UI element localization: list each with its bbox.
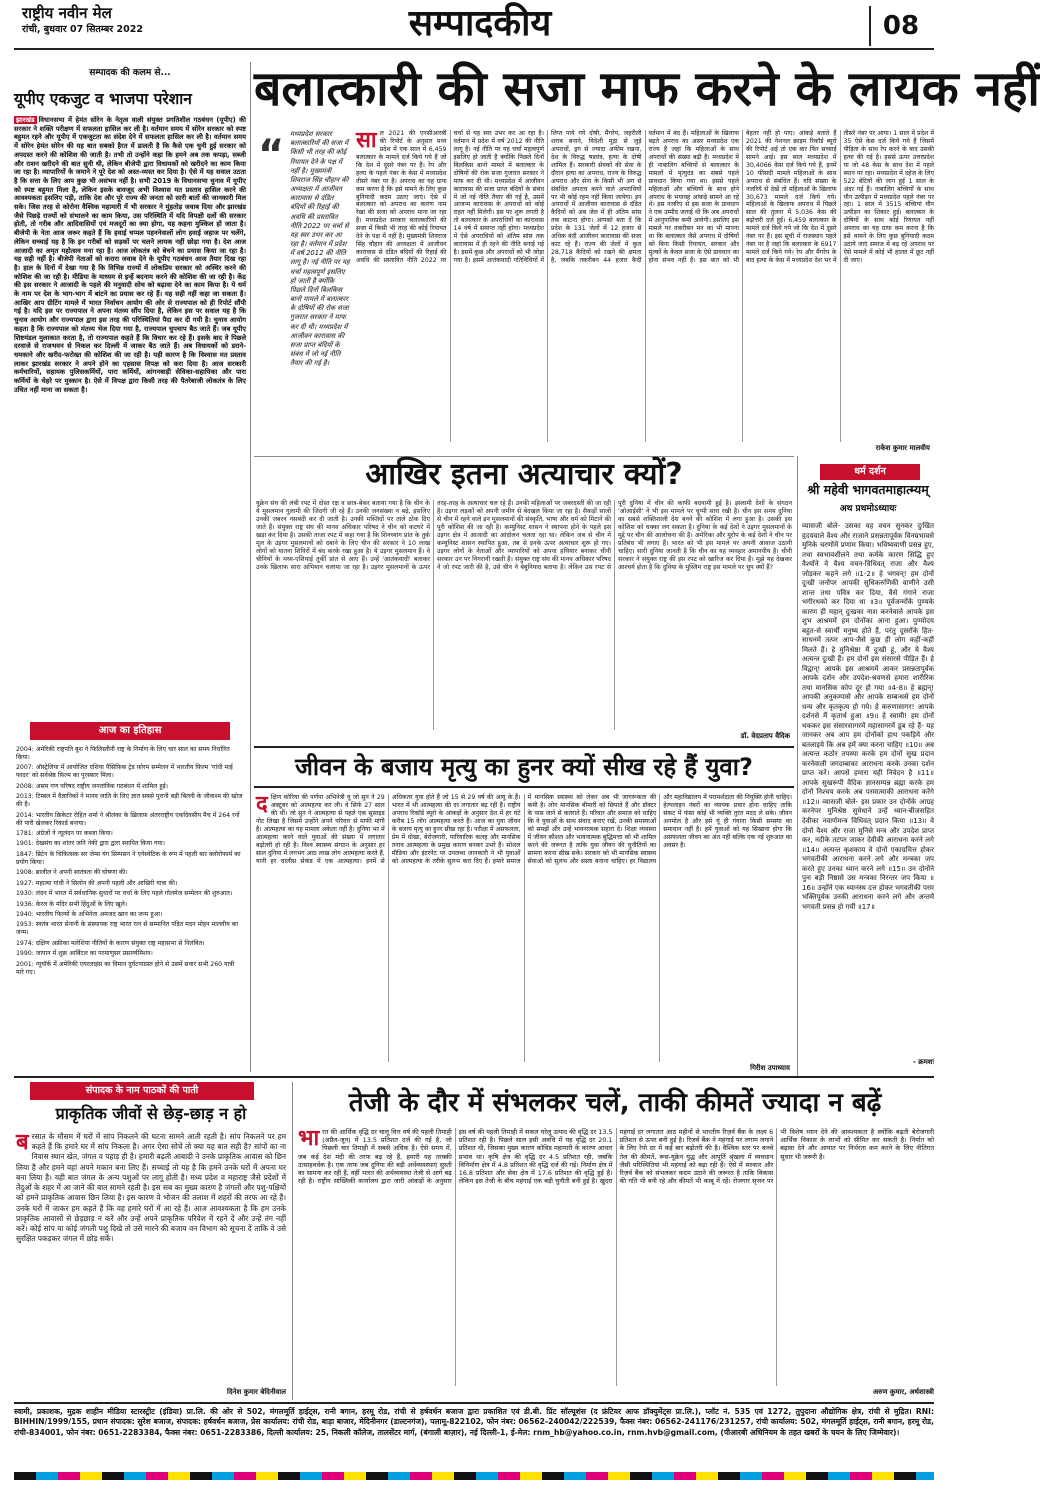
page-number: 08 bbox=[882, 11, 920, 41]
left-column-divider bbox=[250, 62, 251, 1072]
article3-headline: जीवन के बजाय मृत्यु का हुनर क्यों सीख रहे हैं युवा? bbox=[295, 753, 753, 781]
lead-body bbox=[356, 130, 934, 442]
lead-pullquote: मध्यप्रदेश सरकार बलात्कारियों की सजा में किसी भी तरह की कोई रियायत देने के पक्ष में नहीं है। मुख्यमंत्री शिवराज सिंह चौहान की अध्यक्षता में आजीवन कारावास से दंडित बंदियों की रिहाई की अवधि की प्रस्तावित नीति 2022 पर चर्चा से यह स्वर उभर कर आ रहा है। वर्तमान में प्रदेश में वर्ष 2012 की नीति लागू है। नई नीति पर यह चर्चा महत्वपूर्ण इसलिए हो जाती है क्योंकि पिछले दिनों बिलकिस बानो मामले में बलात्कार के दोषियों की रोक सजा गुजरात सरकार ने माफ कर दी थी। मध्यप्रदेश में आजीवन कारावास की सजा प्राप्त बंदियों के संबंध में जो नई नीति तैयार की गई है। bbox=[290, 130, 350, 368]
editor-pen: सम्पादक की कलम से... bbox=[89, 68, 171, 78]
article4-dropcap: भा bbox=[298, 1126, 320, 1151]
lead-dropcap: सा bbox=[356, 128, 377, 153]
masthead bbox=[0, 0, 945, 62]
article2-text: यूक्रेन संघ की लंबी रपट में दोस्त रक्ष व छात्र-बेकर बताया गया है कि चीन के ये मुसलमान गुलामी की जिंदगी जी रहे हैं। उनकी जनसंख्या न बढ़े, इसलिए उनकी जबरन नसबंदी कर दी जाती है। उनकी मस्जिदों पर ताले ठोक दिए जाते हैं। संयुक्त राष्ट्र संघ की मानव अधिकार परिषद ने चीन को कटघरे में खड़ा कर दिया है। उसकी ताजा रपट में कहा गया है कि शिनच्यांग प्रांत के तुर्क मूल के उइगर मुसलमानों को दबाने के लिए चीन की सरकार ने 10 लाख लोगों को यातना शिविरों में बंद करके रखा हुआ है। ये उइगर मुसलमान हैं। वे चीनियों के मध्य-एशियाई तुर्की प्रांत से आए हैं। उन्हें 'आतंकवादी' बताकर उनके खिलाफ सारा अभियान चलाया जा रहा है। उइगर मुसलमानों के ऊपर तरह-तरह के अत्याचार चल रहे हैं। उनकी महिलाओं पर जबरदस्ती की जा रही है। उइगर लड़कों को अपनी जमीन से बेदखल किया जा रहा है। सैकड़ों सालों से चीन में रहने वाले इन मुसलमानों की संस्कृति, भाषा और धर्म को मिटाने की पूरी कोशिश की जा रही है। कम्युनिस्ट शासन ने स्थापना होने के पहले इस उइगर क्षेत्र में आजादी का आंदोलन चलता रहा था। लेकिन जब से चीन में कम्युनिस्ट शासन स्थापित हुआ, तब से इनके ऊपर अत्याचार शुरू हो गए। उइगर लोगों के नेताओं और व्यापारियों को अपना हथियार बनाकर चीनी सरकार उन पर निगरानी रखती है। संयुक्त राष्ट्र संघ की मानव अधिकार परिषद ने जो रपट जारी की है, उसे चीन ने बेबुनियाद बताया है। लेकिन उस रपट से पूरी दुनिया में चीन की काफी बदनामी हुई है। इस्लामी देशों के संगठन 'ओआईसी' ने भी इस मामले पर चुप्पी साध रखी है। चीन इस समय दुनिया का सबसे शक्तिशाली देश बनने की कोशिश में लगा हुआ है। उसकी इस कोशिश को धक्का लग सकता है। दुनिया के कई देशों ने उइगर मुसलमानों के मुद्दे पर चीन की आलोचना की है। अमेरिका और यूरोप के कई देशों ने चीन पर प्रतिबंध भी लगाए हैं। भारत को भी इस मामले पर अपनी आवाज उठानी चाहिए। सारी दुनिया जानती है कि चीन का यह व्यवहार अमानवीय है। चीनी सरकार ने संयुक्त राष्ट्र की इस रपट को खारिज कर दिया है। मुझे यह देखकर आश्चर्य होता है कि दुनिया के मुस्लिम राष्ट्र इस मामले पर चुप क्यों हैं? bbox=[256, 500, 792, 572]
history-item: 1847: ब्रिटेन के चिकित्सक सर जेम्स यंग सिम्पसन ने एनेस्थेटिक के रूप में पहली बार क्लोरोफार्म का प्रयोग किया। bbox=[16, 850, 241, 866]
dharm-section-tag bbox=[820, 464, 920, 480]
editorial-tag: झारखंड bbox=[16, 116, 35, 124]
history-list bbox=[16, 746, 244, 1062]
dharm-section-label: धर्म दर्शन bbox=[854, 466, 886, 477]
history-title: आज का इतिहास bbox=[30, 722, 230, 740]
history-item: 1901: देखसंघ का शांतर जनि नेकी द्वारा द्वारा स्थापित किया गया। bbox=[16, 840, 165, 848]
footer-rule bbox=[14, 1402, 934, 1404]
page-number-box bbox=[869, 6, 931, 46]
lead-headline: बलात्कारी की सजा माफ करने के लायक नहीं bbox=[254, 61, 1040, 117]
history-item: 2008: असम गण परिषद राष्ट्रीय जनतांत्रिक गठबंधन में शामिल हुई। bbox=[16, 782, 168, 790]
letters-section: संपादक के नाम पाठकों की पाती bbox=[30, 1082, 254, 1100]
article4-headline: तेजी के दौर में संभलकर चलें, ताकी कीमतें ज्यादा न बढ़ें bbox=[348, 1088, 882, 1118]
history-item: 1990: जापान में शुक्र आर्बिटल का परमाणुसर प्रसार्य्यमिशन। bbox=[16, 950, 153, 958]
masthead-rule bbox=[14, 48, 934, 50]
article3-byline-text: गिरीश उपाध्याय bbox=[750, 1064, 790, 1072]
article3-headline-box bbox=[254, 746, 794, 788]
footer-imprint: स्वामी, प्रकाशक, मुद्रक शाहीन मीडिया स्टारस्ट्रीट (इंडिया) प्रा.लि. की ओर से 502, मंगलमूर्ति हाईट्स, रानी बगान, हरमू रोड, रांची से हर्षवर्धन बजाज द्वारा प्रकाशित एवं डी.बी. प्रिंट सॉल्यूशंस (द फ्रंटियर आफ डॉक्युमेंट्स प्रा.लि.), प्लॉट नं. 535 एवं 1272, तुपुदाना औद्योगिक क्षेत्र, रांची से मुद्रित। RNI: BIHHIN/1999/155, प्रधान संपादक: सुरेश बजाज, संपादक: हर्षवर्धन बजाज, प्रेस कार्यालय: रांची रोड, बाड़ा बाजार, मेदिनीनगर (डाल्टनगंज), पलामू-822102, फोन नंबर: 06562-240042/222539, फैक्स नंबर: 06562-241176/231257, रांची कार्यालय: 502, मंगलमूर्ति हाईट्स, रानी बगान, हरमू रोड, रांची-834001, फोन नंबर: 0651-2283384, फैक्स नंबर: 0651-2283386, दिल्ली कार्यालय: 25, निकली कॉलेज, तालसेंटर मार्ग, (बंगाली बाज़ार), नई दिल्ली-1, ई-मेल: rnm_hb@yahoo.co.in, rnm.hvb@gmail.com, (पीआरबी अधिनियम के तहत खबरों के चयन के लिए जिम्मेवार)। bbox=[14, 1407, 934, 1437]
right-column-divider bbox=[797, 456, 798, 1076]
article2-headline: आखिर इतना अत्याचार क्यों? bbox=[365, 457, 683, 492]
lead-text: ल 2021 की एनसीआरबी की रिपोर्ट के अनुसार मध्य प्रदेश में एक साल में 6,459 बलात्कार के मामले दर्ज किये गये हैं जो कि देश में दूसरे नंबर पर हैं। रेप और हत्या के पहले नंबर के केस में मध्यप्रदेश तीसरे नंबर पर है। अपराध का यह ग्राफ कम करना है कि इसे मामने के लिए कुछ बुनियादी कदम उठाए जाएं। ऐसे में बलात्कार को अपराध का कारण नाम रेखा की सजा को अपराध माना जा रहा है। मध्यप्रदेश सरकार बलात्कारियों की सजा में किसी भी तरह की कोई रियायत देने के पक्ष में नहीं है। मुख्यमंत्री शिवराज सिंह चौहान की अध्यक्षता में आजीवन कारावास से दंडित बंदियों की रिहाई की अवधि की प्रस्तावित नीति 2022 पर चर्चा से यह स्वर उभर कर आ रहा है। वर्तमान में प्रदेश में वर्ष 2012 की नीति लागू है। नई नीति पर यह चर्चा महत्वपूर्ण इसलिए हो जाती है क्योंकि पिछले दिनों बिलकिस बानो मामले में बलात्कार के दोषियों की रोक सजा गुजरात सरकार ने माफ कर दी थी। मध्यप्रदेश में आजीवन कारावास की सजा प्राप्त बंदियों के संबंध में जो नई नीति तैयार की गई है, उसमें आजन्म कारावास के अपराधों को कोई राहत नहीं मिलेगी। इस पर शुरू लगती है तो बलात्कार के अपराधियों का कारावास 14 वर्ष में समाप्त नहीं होगा। मध्यप्रदेश में ऐसे अपराधियों को अंतिम सांस तक कारावास में ही रहने की नीति बनाई गई है। इसमें कुछ और अपराधों को भी जोड़ा गया है। इसमें आतंकवादी गतिविधियों में लिप्त पाये गये दोषी, मैंगरेप, जहरीली शराब बनाने, विदेशी मुद्रा से जुड़े अपराधों, ड्रग से ज्यादा अफीम रखना, देश के विरुद्ध षडयंत्र, हत्या के दोषी शामिल हैं। सरकारी सेवकों की सेवा के दौरान हत्या का अपराध, राज्य के विरुद्ध अपराध और सेना के किसी भी अंग से संबंधित अपराध करने वाले अपराधियों पर भी कोई रहम नहीं किया जायेगा। इन अपराधों में आजीवन कारावास से दंडित कैदियों को अब जेल में ही अंतिम सांस तक काटना होगा। आपको बता दें कि प्रदेश के 131 जेलों में 12 हजार से अधिक बंदी आजीवन कारावास की सजा काट रहे हैं। राज्य की जेलों में कुल 28,718 कैदियों को रखने की क्षमता है, जबकि तकरीबन 44 हजार कैदी वर्तमान में बंद हैं। महिलाओं के खिलाफ बढ़ते अपराध का असर मध्यप्रदेश एक राज्य है जहां कि महिलाओं के साथ अपराधों की संख्या बढ़ी है। मध्यप्रदेश में ही नाबालिग बच्चियों से बलात्कार के मामलों में मृत्युदंड का सबसे पहले प्रावधान किया गया था। इससे पहले महिलाओं और बच्चियों के साथ होने अपराध के भयावह आंकड़े सामने आ रहे थे। इस नजरिए से इस सजा के प्रावधान ने एक उम्मीद जताई थी कि अब अपराधों में आनुपातिक कमी आयेगी। इसलिए इस मामले पर तकरीबन मन का भी मानना था कि बलात्कार जैसे अपराध में दोषियों को बिना किसी रियायत, सरकार और मुल्कों के केवल सजा के ऐसे प्रावधान का होना संभव नहीं है। इस बात को भी बेहतर नहीं हो पाए। आंकड़े बताते हैं 2021 की नेशनल क्राइम रिकॉर्ड ब्यूरो की रिपोर्ट अई तो एक बार फिर सच्चाई सामने आई। इस साल मध्यप्रदेश में 30,4066 केस दर्ज किये गये हैं, इनमें 10 फीसदी मामले महिलाओं के साथ अपराध से संबंधित हैं। यदि संख्या के नजरिये से देखें तो महिलाओं के खिलाफ 30,673 मामले दर्ज किये गये। महिलाओं के खिलाफ अपराध में पिछले साल की तुलना में 5,036 केस की बढ़ोत्तरी दर्ज हुई। 6,459 बलात्कार के मामले दर्ज किये गये जो कि देश में दूसरे नंबर पर हैं। इस सूची में राजस्थान पहले नंबर पर है जहां कि बलात्कार के 6917 मामले दर्ज किये गये। रेप और मैंगरेप के बाद हत्या के केस में मध्यप्रदेश देश भर में तीसरे नंबर पर आया। 1 साल में प्रदेश में 35 ऐसे केस दर्ज किये गये हैं जिसमें पीड़िता के साथ रेप करने के बाद उसकी हत्या की गई है। इससे ऊपर उत्तरप्रदेश या जो 48 केस के साथ देश में पहले स्थान पर रहा। मध्यप्रदेश में दहेज के लिए 522 बेटियों की जान हुई 1 साल के अंदर गई हैं। नाबालिग बच्चियों के साथ यौन उत्पीड़न में मध्यप्रदेश पहले नंबर पर रहा। 1 साल में 3515 बच्चियां यौन उत्पीड़न का शिकार हुई। बलात्कार के दोषियों के साथ कोई रियायत नहीं अपराध का यह ग्राफ कम करना है कि इसे थामने के लिए कुछ बुनियादी कदम उठाये जाएं समाज में बढ़ रहे अपराध पर ऐसे मामले में कोई भी हालत में छूट नहीं दी जाए। bbox=[356, 130, 934, 264]
article3-body bbox=[256, 794, 792, 1062]
dateline: रांची, बुधवार 07 सितम्बर 2022 bbox=[22, 24, 143, 35]
article2-body bbox=[256, 500, 792, 730]
editorial-title: यूपीए एकजुट व भाजपा परेशान bbox=[14, 90, 192, 108]
dharm-subtitle: अथ प्रथमोऽध्यायः bbox=[839, 504, 897, 514]
article4-text: रत की आर्थिक वृद्धि दर चालू वित्त वर्ष की पहली तिमाही (अप्रैल-जून) में 13.5 प्रतिशत दर्ज की गई है, जो पिछली चार तिमाही में सबसे अधिक है। ऐसे समय में, जब कई देश मंदी की तरफ बढ़ रहे हैं, हमारी यह तरक्की उत्साहवर्धक है। एक तरफ जब दुनिया की बड़ी अर्थव्यवस्थाएं सुस्ती का सामना कर रही हैं, वहीं भारत की अर्थव्यवस्था तेजी से आगे बढ़ रही है। राष्ट्रीय सांख्यिकी कार्यालय द्वारा जारी आंकड़ों के अनुसार इस वर्ष की पहली तिमाही में सकल घरेलू उत्पाद की वृद्धि दर 13.5 प्रतिशत रही है। पिछले साल इसी अवधि में यह वृद्धि दर 20.1 प्रतिशत थी, जिसका मुख्य कारण कोविड महामारी के कारण आधार प्रभाव था। कृषि क्षेत्र की वृद्धि दर 4.5 प्रतिशत रही, जबकि विनिर्माण क्षेत्र में 4.8 प्रतिशत की वृद्धि दर्ज की गई। निर्माण क्षेत्र में 16.8 प्रतिशत और सेवा क्षेत्र में 17.6 प्रतिशत की वृद्धि हुई है। लेकिन इस तेजी के बीच महंगाई एक बड़ी चुनौती बनी हुई है। खुदरा महंगाई दर लगातार आठ महीनों से भारतीय रिज़र्व बैंक के लक्ष्य 6 प्रतिशत से ऊपर बनी हुई है। रिज़र्व बैंक ने महंगाई पर लगाम लगाने के लिए रेपो दर में कई बार बढ़ोतरी की है। वैश्विक स्तर पर कच्चे तेल की कीमतें, रूस-यूक्रेन युद्ध और आपूर्ति श्रृंखला में व्यवधान जैसी परिस्थितियां भी महंगाई को बढ़ा रही हैं। ऐसे में सरकार और रिज़र्व बैंक को संभलकर कदम उठाने की जरूरत है ताकि विकास की गति भी बनी रहे और कीमतें भी काबू में रहें। रोजगार सृजन पर भी विशेष ध्यान देने की आवश्यकता है क्योंकि बढ़ती बेरोजगारी आर्थिक विकास के लाभों को सीमित कर सकती है। निर्यात को बढ़ावा देने और आयात पर निर्भरता कम करने के लिए नीतिगत सुधार भी जरूरी हैं। bbox=[298, 1128, 934, 1186]
history-item: 1974: दक्षिण अफ्रीका मलेशिया नीतियों के कारण संयुक्त राष्ट्र महासभा से निलंबित। bbox=[16, 939, 205, 947]
history-item: 1940: भारतीय फिल्मों के अभिनेता अमजद खान का जन्म हुआ। bbox=[16, 910, 163, 918]
paper-name: राष्ट्रीय नवीन मेल bbox=[22, 4, 112, 22]
article2-byline bbox=[620, 732, 790, 744]
section-title: सम्पादकीय bbox=[408, 2, 552, 44]
letters-divider bbox=[292, 1082, 293, 1400]
article3-byline bbox=[620, 1064, 790, 1076]
article4-byline-text: अरुण कुमार, अर्थशास्त्री bbox=[872, 1388, 934, 1396]
lead-byline bbox=[780, 444, 930, 456]
editorial-body bbox=[14, 116, 246, 716]
history-item: 2007: ऑस्ट्रेलिया में आयोजित एशिया पैसिफ़िक ट्रेड फ़ोरम सम्मेलन में भारतीय फ़िल्म 'गांधी माई फादर' को सर्वश्रेष्ठ फ़िल्म का पुरस्कार मिला। bbox=[16, 764, 233, 780]
lead-pullquote-mark: “ bbox=[258, 132, 285, 178]
letters-text: रसात के मौसम में घरों में सांप निकलने की घटना सामने आती रहती है। सांप निकलने पर हम कहते हैं कि हमारे घर में सांप निकला है। अगर ऐसा सोचें तो क्या यह बात सही है? सांपों का ना निवास स्थान खेत, जंगल व पहाड़ ही है। हमारी बढ़ती आबादी ने उनके प्राकृतिक आवास को छिन लिया है और हमने वहां अपने मकान बना लिए हैं। सच्चाई तो यह है कि हमने उनके घरों में अपना घर बना लिया है। यही बात जंगल के अन्य पशुओं पर लागू होती है। मध्य प्रदेश व महाराष्ट्र जैसे प्रदेशों में तेंदुओं के शहर में आ जाने की बात सामने रहती है। इस सब का मुख्य कारण है जंगलों और पशु-पक्षियों को हमने प्राकृतिक आवास छिन लिया है। इस कारण वे भोजन की तलाश में शहरों की तरफ आ रहे हैं। उनके घरों में जाकर हम कहते हैं कि वह हमारे घरों में आ रहे हैं। आज आवश्यकता है कि हम उनके प्राकृतिक आवासों से छेड़छाड़ न करें और उन्हें अपने प्राकृतिक परिवेश में रहने दें और उन्हें तंग नहीं करें। कोई सांप या कोई जंगली पशु दिखे तो उसे मारने की बजाय वन विभाग को सूचना दें ताकि वे उसे सुरक्षित पकड़कर जंगल में छोड़ सकें। bbox=[16, 1132, 286, 1244]
history-item: 1908: ब्राजील ने अपनी स्वतंत्रता की घोषणा की। bbox=[16, 869, 128, 877]
dharm-continued: - क्रमशः bbox=[912, 1058, 934, 1066]
history-item: 1936: केरल के मंदिर सभी हिंदुओं के लिए खुले। bbox=[16, 900, 128, 908]
article2-byline-text: डॉ. वेदप्रताप वैदिक bbox=[740, 732, 790, 740]
history-item: 2014: भारतीय क्रिकेटर रोहित शर्मा ने श्रीलंका के ख़िलाफ़ अंतरराष्ट्रीय एकदिवसीय मैच में 264 रनों की पारी खेलकर रिकार्ड बनाया। bbox=[16, 811, 240, 827]
article4-body bbox=[298, 1128, 934, 1386]
history-item: 2001: न्यूयॉर्क में अमेरिकी एयरलाइंस का विमान दुर्घटनाग्रस्त होने से उसमें सवार सभी 260 यात्री मारे गए। bbox=[16, 960, 235, 976]
lead-byline-text: राकेश कुमार मालवीय bbox=[875, 444, 930, 452]
article3-dropcap: द bbox=[256, 792, 268, 817]
letters-byline-text: दिनेश कुमार बेदिनीवाल bbox=[227, 1388, 286, 1396]
dharm-title: श्री महेवी भागवतमाहात्म्यम् bbox=[807, 482, 929, 497]
letters-byline bbox=[100, 1388, 286, 1400]
article4-byline bbox=[740, 1388, 934, 1400]
history-item: 2004: अमेरिकी राष्ट्रपति बुश ने फिलिस्तीनी राष्ट्र के निर्माण के लिए चार साल का समय निर्धारित किया। bbox=[16, 746, 230, 761]
dharm-body: व्यासजी बोले- उसका यह वचन सुनकर दुःखित हृदयवाले वैश्य और राजाने प्रसन्नतापूर्वक विनम्रभावसे मुनिके चरणोंमें प्रणाम किया। भविष्यवाणी प्रसन्न हुए, तथा स्वभावशीलने तथा कर्मके कारण सिद्धि हुए वैश्योंने वे वैश्य वचन-विधिवत् राजा और वैश्य जोड़कर कहने लगे ॥1-2॥ हे भगवन्! हम दोनों दुःखी जनोंपर आपकी सुधिकरुणिकी वाणीने उसी शान्त तथा पवित्र कर दिया, वैसे गंगाने राजा भगीरथको कर दिया था ॥3॥ पूर्वजन्मोंके पुण्यके कारण ही महान् दुःखका नाश करनेवाले आपके इस शुभ आश्रममें हम दोनोंका आना हुआ। पुण्योदय बहुत-से स्वार्थी मनुष्य होते हैं, परंतु दूसरोंके हित-साधनमें तत्पर आप-जैसे कुछ ही लोग कहीं-कहीं मिलते हैं। हे मुनिश्रेष्ठ! मैं दुःखी हूं, और ये वैश्य अत्यन्त दुःखी हैं। हम दोनों इस संसारसे पीड़ित हैं। हे विद्वान्! आपके इस आश्रममें आकर प्रसन्नतापूर्वक आपके दर्शन और उपदेश-श्रवणसे हमारा शारीरिक तथा मानसिक कोप दूर हो गया ॥4-8॥ हे ब्रह्मन्! आपकी अनुकम्पासे और आपके सम्बन्धसे हम दोनों धन्य और कृतकृत्य हो गये। हे करुणासागर! आपके दर्शनसे मैं कृतार्थ हुआ ॥9॥ हे स्वामी! हम दोनों थककर इस संसारसागरमें महासागरमें डूब रहे हैं- यह जानकर अब आप हम दोनोंको हाथ पकड़िये और बतलाइये कि अब हमें क्या करना चाहिए ॥10॥ अब अत्यन्त कठोर तपस्या करके हम दोनों सुख प्रदान करनेवाली जगदम्बाका आराधना करके उनका दर्शन प्राप्त करें। आपसे हमारा यही निवेदन है ॥11॥ आपके सुखरूपी वैदिक ज्ञानसम्पन्न ब्रह्मा करके हम दोनों निश्चय करके अब परमात्माकी आराधना करेंगे ॥12॥ व्यासजी बोले- इस प्रकार उन दोनोंके आग्रह करनेपर मुनिश्रेष्ठ सुमेधाने उन्हें ध्यान-बीजसहित देवीका नवार्णमन्त्र विधिवत् प्रदान किया ॥13॥ वे दोनों वैश्य और राजा मुनिसे मन्त्र और उपदेश प्राप्त कर, नदीके तटपर जाकर देवीकी आराधना करने लगे ॥14॥ अत्यन्त कृशकाय वे दोनों एकाग्रचित्त होकर भगवतीकी आराधना करने लगे और मन्त्रका जप करते हुए उनका ध्यान करने लगे ॥15॥ उन दोनोंने पुनः बड़ी निष्ठासे उस मन्त्रका निरन्तर जप किया ॥16॥ उन्होंने एक ध्यानस्थ दत्त होकर भगवतीकी परम भक्तिपूर्वक उनकी आराधना करने लगे और अन्तमें भगवती प्रसन्न हो गयीं ॥17॥ bbox=[802, 522, 934, 911]
history-item: 1927: महात्मा गांधी ने सिलोन की अपनी पहली और आखिरी यात्रा की। bbox=[16, 879, 178, 887]
letters-body bbox=[16, 1132, 286, 1384]
editorial-text: विधानसभा में हेमंत सोरेन के नेतृत्व वाली संयुक्त प्रगतिशील गठबंधन (यूपीए) की सरकार ने शक्ति परीक्षण में सफलता हासिल कर ली है। वर्तमान समय में सोरेन सरकार को स्पष्ट बहुमत रहने और यूपीए में एकजुटता का संदेश देने में सफलता हासिल कर ली है। वर्तमान समय में सोरेन हेमंत सोरेन की यह बात सबको हैरत में डालती है कि कैसे एक चुनी हुई सरकार को अपदस्त करने की कोशिश की जाती है। तभी तो उन्होंने कहा कि हमने अब तक कपड़ा, सब्जी और राशन खरीदने की बात सुनी थी, लेकिन बीजेपी द्वारा विधायकों को खरीदने का काम किया जा रहा है। व्यापारियों के जमाने ने पूरे देश को अस्त-व्यस्त कर दिया है। ऐसे में यह सवाल उठता है कि सत्ता के लिए आप कुछ भी असंभव नहीं है। सभी 2019 के विधानसभा चुनाव में यूपीए को स्पष्ट बहुमत मिला है, लेकिन इसके बावजूद अभी विश्वास मत प्रस्ताव हासिल करने की आवश्यकता इसलिए पड़ी, ताकि देश और पूरे राज्य की जनता को सारी बातों की जानकारी मिल सके। जिस तरह से कोरोना वैश्विक महामारी में भी सरकार ने मुंहतोड़ जवाब दिया और झारखंड जैसे पिछड़े राज्यों को संभालने का काम किया, उस परिस्थिति में यदि विपक्षी दलों की सरकार होती, तो गरीब और आदिवासियों एवं मजदूरों का क्या होगा, यह कहना मुश्किल हो जाता है। बीजेपी के नेता आज जरूर कहते हैं कि हवाई चप्पल पहननेवालों लोग हवाई जहाज पर चलेंगे, लेकिन सच्चाई यह है कि इन गरीबों को सड़कों पर चलने लायक नहीं छोड़ा गया है। देश आज आजादी का अमृत महोत्सव मना रहा है। आज लोकतंत्र को बेचने का प्रयास किया जा रहा है। यह सही नहीं है। बीजेपी नेताओं को करारा जवाब देने के यूपीए गठबंधन आज तैयार दिख रहा है। हाल के दिनों में देखा गया है कि विभिन्न राज्यों में लोकप्रिय सरकार को अस्थिर करने की कोशिश की जा रही है। मीडिया के माध्यम से इन्हें बदनाम करने की कोशिश की जा रही है। केंद्र की इस सरकार ने आजादी के पहले की मनुवादी सोच को बढ़ावा देने का काम किया है। ये धर्म के नाम पर देश के भाग-भाग में बांटने का प्रयास कर रहे हैं। यह सही नहीं कहा जा सकता है। आखिर आप ग्रीटिंग मामले में भारत निर्वाचन आयोग की ओर से राज्यपाल को ही रिपोर्ट सौंपी गई है। यदि इस पर राज्यपाल ने अपना मंतव्य सौंप दिया है, लेकिन इस पर सवाल यह है कि चुनाव आयोग और राज्यपाल द्वारा इस तरह की परिस्थितियां पैदा कर दी गयी है। चुनाव आयोग कहता है कि राज्यपाल को मंतव्य भेज दिया गया है, राज्यपाल चुपचाप बैठ जाते हैं। जब यूपीए शिष्टमंडल मुलाकात करता है, तो राज्यपाल कहते हैं कि विचार कर रहे हैं। इसके बाद वे पिछले दरवाजे से राजभवन से निकल कर दिल्ली में जाकर बैठ जाते हैं। अब विधायकों को डराने-धमकाने और खरीद-फरोख्त की कोशिश की जा रही है। यही कारण है कि विश्वास मत प्रस्ताव लाकर झारखंड सरकार ने अपने होने का एहसास विपक्ष को करा दिया है। आज सरकारी कर्मचारियों, सहायक पुलिसकर्मियों, पारा कर्मियों, आंगनबाड़ी सेविका-सहायिका और पारा कर्मियों के चेहरे पर मुस्कान है। ऐसे में विपक्ष द्वारा किसी तरह की पैतरेबाजी लोकतंत्र के लिए उचित नहीं माना जा सकता है। bbox=[14, 116, 246, 394]
color-strip bbox=[14, 1472, 934, 1480]
history-item: 1930: लंदन में भारत में सर्वधानिक सुधारों पर चर्चा के लिए पहले गोलमेज सम्मेलन की शुरुआत। bbox=[16, 890, 233, 898]
history-item: 1781: अंग्रेजों ने न्यूलंदन पर कब्जा किया। bbox=[16, 829, 113, 837]
history-item: 1953: स्वतंत्र भारत सेनानी के संस्थापक राष्ट्र भारत रत्न से सम्मानित पंडित मदन मोहन मालवीय का जन्म। bbox=[16, 921, 239, 937]
article3-text: क्षिण कोरिया की पर्णपा अभिनेत्री यू जो सुन ने 29 अक्टूबर को आत्महत्या कर ली। वे सिर्फ 27 साल की थीं। जो सुन ने आत्महत्या से पहले एक सुसाइड नोट लिखा है जिसमें उन्होंने अपने परिवार से माफी मांगी है। आत्महत्या का यह मामला अकेला नहीं है। दुनिया भर में आत्महत्या करने वाले युवाओं की संख्या में लगातार बढ़ोतरी हो रही है। विश्व स्वास्थ्य संगठन के अनुसार हर साल दुनिया में लगभग आठ लाख लोग आत्महत्या करते हैं, यानी हर चालीस सेकंड में एक आत्महत्या। इनमें से अधिकतर युवा होते हैं जो 15 से 29 वर्ष की आयु के हैं। भारत में भी आत्महत्या की दर लगातार बढ़ रही है। राष्ट्रीय अपराध रिकॉर्ड ब्यूरो के आंकड़ों के अनुसार देश में हर घंटे करीब 15 लोग आत्महत्या करते हैं। आज का युवा जीवन के बजाय मृत्यु का हुनर सीख रहा है। परीक्षा में असफलता, प्रेम में धोखा, बेरोजगारी, पारिवारिक कलह और मानसिक तनाव आत्महत्या के प्रमुख कारण बनकर उभरे हैं। सोशल मीडिया और इंटरनेट पर उपलब्ध जानकारी ने भी युवाओं को आत्महत्या के तरीके सुलभ करा दिए हैं। हमारे समाज में मानसिक स्वास्थ्य को लेकर अब भी जागरूकता की कमी है। लोग मानसिक बीमारी को छिपाते हैं और डॉक्टर के पास जाने से कतराते हैं। परिवार और समाज को चाहिए कि वे युवाओं के साथ संवाद बनाए रखें, उनकी समस्याओं को समझें और उन्हें भावनात्मक सहारा दें। शिक्षा व्यवस्था में जीवन कौशल और भावनात्मक बुद्धिमत्ता को भी शामिल करने की जरूरत है ताकि युवा जीवन की चुनौतियों का सामना करना सीख सकें। सरकार को भी मानसिक स्वास्थ्य सेवाओं को सुलभ और सस्ता बनाना चाहिए। हर विद्यालय और महाविद्यालय में परामर्शदाता की नियुक्ति होनी चाहिए। हेल्पलाइन नंबरों का व्यापक प्रचार होना चाहिए ताकि संकट में फंसा कोई भी व्यक्ति तुरंत मदद ले सके। जीवन अनमोल है और इसे यूं ही गंवाना किसी समस्या का समाधान नहीं है। हमें युवाओं को यह सिखाना होगा कि असफलता जीवन का अंत नहीं बल्कि एक नई शुरुआत का अवसर है। bbox=[256, 794, 792, 865]
letters-title: प्राकृतिक जीवों से छेड़-छाड़ न हो bbox=[55, 1104, 247, 1123]
lower-section-rule bbox=[14, 1076, 934, 1078]
history-item: 2013: टिम्बल में वैज्ञानिकों ने मानव जाति के लिए ज्ञात सबसे पुरानी बड़ी बिल्ली के जीवाश्म की खोज की है। bbox=[16, 793, 243, 809]
letters-dropcap: ब bbox=[16, 1130, 29, 1155]
